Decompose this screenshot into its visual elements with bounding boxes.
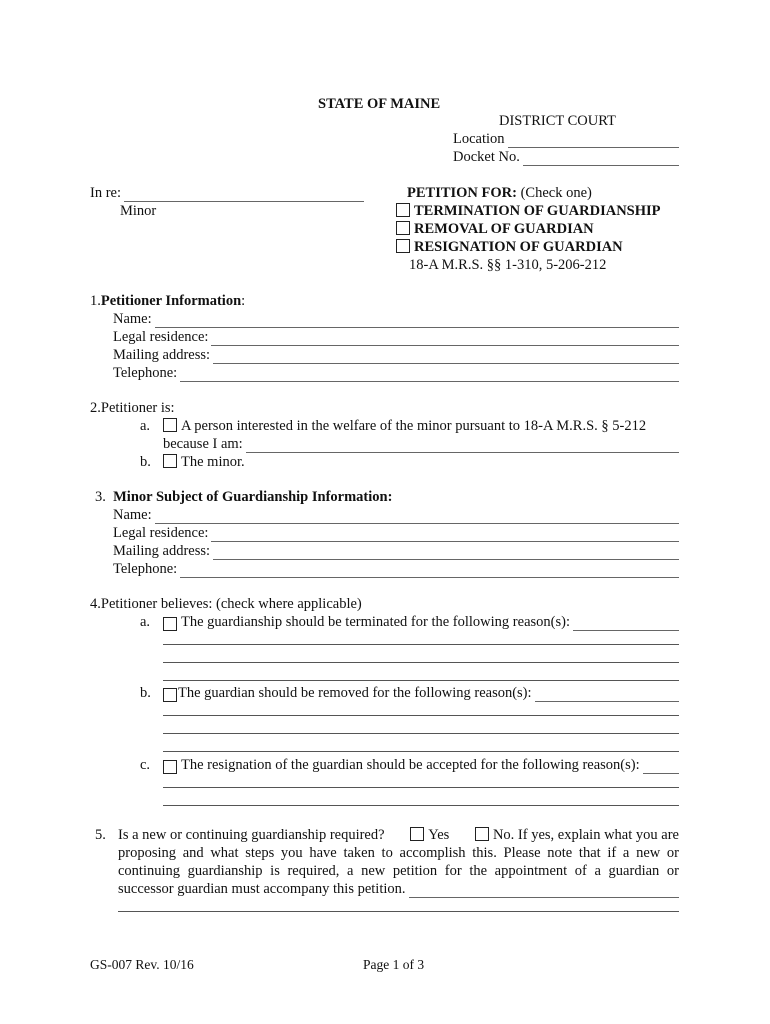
minor-mailing-field[interactable] bbox=[113, 542, 679, 560]
terminated-reason-blank[interactable] bbox=[573, 617, 679, 631]
petitioner-telephone-field[interactable] bbox=[113, 364, 679, 382]
option-removal-label: REMOVAL OF GUARDIAN bbox=[414, 221, 594, 237]
in-re-blank[interactable] bbox=[124, 188, 364, 202]
petitioner-name-blank[interactable] bbox=[155, 314, 679, 328]
section-5-question: Is a new or continuing guardianship required? bbox=[118, 827, 385, 843]
terminated-reason-line-4[interactable] bbox=[163, 680, 679, 681]
section-5-explain-blank[interactable] bbox=[409, 884, 679, 898]
location-field[interactable] bbox=[453, 130, 679, 148]
minor-residence-field[interactable] bbox=[113, 524, 679, 542]
because-i-am-blank[interactable] bbox=[246, 439, 679, 453]
checkbox-resignation[interactable] bbox=[396, 239, 410, 253]
minor-telephone-field[interactable] bbox=[113, 560, 679, 578]
section-5-explain-line-2[interactable] bbox=[118, 911, 679, 912]
no-label: No. If yes, explain what you are bbox=[492, 827, 679, 843]
section-3-heading bbox=[95, 488, 392, 506]
removed-reason-line-4[interactable] bbox=[163, 751, 679, 752]
section-2-option-b[interactable] bbox=[163, 453, 245, 471]
in-re-field[interactable] bbox=[90, 184, 364, 202]
checkbox-termination[interactable] bbox=[396, 203, 410, 217]
minor-mailing-label: Mailing address: bbox=[113, 543, 211, 559]
checkbox-interested-person[interactable] bbox=[163, 418, 177, 432]
minor-mailing-blank[interactable] bbox=[213, 546, 679, 560]
section-4-number: 4. bbox=[90, 596, 101, 612]
resignation-reason-line-2[interactable] bbox=[163, 787, 679, 788]
section-5-line-2: proposing and what steps you have taken to accomplish this. Please note that if a new or bbox=[118, 845, 679, 861]
checkbox-removal[interactable] bbox=[396, 221, 410, 235]
section-5-line-4: successor guardian must accompany this petition. bbox=[118, 881, 406, 897]
section-2-number: 2. bbox=[90, 400, 101, 416]
option-resignation-label: RESIGNATION OF GUARDIAN bbox=[414, 239, 623, 255]
petitioner-residence-blank[interactable] bbox=[211, 332, 679, 346]
check-one-label: (Check one) bbox=[520, 185, 592, 201]
petitioner-residence-field[interactable] bbox=[113, 328, 679, 346]
petitioner-mailing-field[interactable] bbox=[113, 346, 679, 364]
termination-reason-field[interactable] bbox=[163, 613, 679, 631]
petitioner-mailing-blank[interactable] bbox=[213, 350, 679, 364]
petitioner-name-label: Name: bbox=[113, 311, 152, 327]
in-re-label: In re: bbox=[90, 185, 121, 201]
checkbox-removed[interactable] bbox=[163, 688, 177, 702]
minor-residence-label: Legal residence: bbox=[113, 525, 209, 541]
section-1-colon: : bbox=[241, 293, 246, 309]
removed-reason-line-2[interactable] bbox=[163, 715, 679, 716]
location-label: Location bbox=[453, 131, 505, 147]
checkbox-resignation-accepted[interactable] bbox=[163, 760, 177, 774]
because-i-am-field[interactable] bbox=[163, 435, 679, 453]
page-number: Page 1 of 3 bbox=[363, 957, 425, 972]
section-5-question-line bbox=[118, 826, 679, 844]
petitioner-residence-label: Legal residence: bbox=[113, 329, 209, 345]
court-name: DISTRICT COURT bbox=[499, 113, 616, 129]
checkbox-terminated[interactable] bbox=[163, 617, 177, 631]
section-4-a-letter: a. bbox=[140, 614, 151, 630]
petition-heading bbox=[407, 184, 592, 202]
docket-field[interactable] bbox=[453, 148, 679, 166]
section-4-c-letter: c. bbox=[140, 757, 151, 773]
the-minor-text: The minor. bbox=[181, 454, 245, 470]
section-2-a-letter: a. bbox=[140, 418, 151, 434]
checkbox-yes[interactable] bbox=[410, 827, 424, 841]
section-4-title: Petitioner believes: (check where applicable) bbox=[100, 596, 362, 612]
removed-reason-blank[interactable] bbox=[535, 688, 679, 702]
section-5-line-3: continuing guardianship is required, a new petition for the appointment of a guardian or bbox=[118, 863, 679, 879]
section-5-number: 5. bbox=[95, 827, 106, 843]
yes-label: Yes bbox=[428, 827, 450, 843]
section-3-number: 3. bbox=[95, 489, 106, 505]
docket-blank[interactable] bbox=[523, 152, 679, 166]
section-3-title: Minor Subject of Guardianship Information: bbox=[113, 489, 393, 505]
minor-telephone-blank[interactable] bbox=[180, 564, 679, 578]
minor-telephone-label: Telephone: bbox=[113, 561, 178, 577]
minor-residence-blank[interactable] bbox=[211, 528, 679, 542]
no-option[interactable] bbox=[475, 826, 679, 844]
petition-title: PETITION FOR: bbox=[407, 185, 517, 201]
petitioner-mailing-label: Mailing address: bbox=[113, 347, 211, 363]
statute-reference: 18-A M.R.S. §§ 1-310, 5-206-212 bbox=[409, 257, 607, 273]
section-2-option-a[interactable] bbox=[163, 417, 646, 435]
option-termination-label: TERMINATION OF GUARDIANSHIP bbox=[414, 203, 661, 219]
resignation-reason-text: The resignation of the guardian should be accepted for the following reason(s): bbox=[181, 757, 640, 773]
section-5-explain-field[interactable] bbox=[118, 880, 679, 898]
interested-person-text: A person interested in the welfare of the minor pursuant to 18-A M.R.S. § 5-212 bbox=[181, 418, 647, 434]
option-removal[interactable] bbox=[396, 220, 594, 238]
removed-reason-text: The guardian should be removed for the following reason(s): bbox=[178, 685, 532, 701]
removal-reason-field[interactable] bbox=[163, 684, 679, 702]
option-resignation[interactable] bbox=[396, 238, 623, 256]
petitioner-telephone-blank[interactable] bbox=[180, 368, 679, 382]
terminated-reason-text: The guardianship should be terminated for the following reason(s): bbox=[181, 614, 570, 630]
section-2-heading bbox=[90, 399, 175, 417]
docket-label: Docket No. bbox=[453, 149, 520, 165]
minor-name-blank[interactable] bbox=[155, 510, 679, 524]
because-i-am-label: because I am: bbox=[163, 436, 243, 452]
resignation-reason-line-3[interactable] bbox=[163, 805, 679, 806]
section-4-b-letter: b. bbox=[140, 685, 151, 701]
checkbox-no[interactable] bbox=[475, 827, 489, 841]
section-2-title: Petitioner is: bbox=[100, 400, 175, 416]
resignation-reason-field[interactable] bbox=[163, 756, 679, 774]
minor-label: Minor bbox=[120, 203, 157, 219]
section-2-b-letter: b. bbox=[140, 454, 151, 470]
resignation-reason-blank[interactable] bbox=[643, 760, 679, 774]
terminated-reason-line-3[interactable] bbox=[163, 662, 679, 663]
section-1-title: Petitioner Information bbox=[100, 293, 242, 309]
location-blank[interactable] bbox=[508, 134, 679, 148]
minor-name-label: Name: bbox=[113, 507, 152, 523]
minor-name-field[interactable] bbox=[113, 506, 679, 524]
section-1-heading bbox=[90, 292, 245, 310]
state-title: STATE OF MAINE bbox=[318, 96, 441, 112]
terminated-reason-line-2[interactable] bbox=[163, 644, 679, 645]
petitioner-telephone-label: Telephone: bbox=[113, 365, 178, 381]
section-4-heading bbox=[90, 595, 362, 613]
checkbox-the-minor[interactable] bbox=[163, 454, 177, 468]
petitioner-name-field[interactable] bbox=[113, 310, 679, 328]
section-1-number: 1. bbox=[90, 293, 101, 309]
removed-reason-line-3[interactable] bbox=[163, 733, 679, 734]
option-termination[interactable] bbox=[396, 202, 661, 220]
form-id: GS-007 Rev. 10/16 bbox=[90, 957, 194, 972]
yes-option[interactable] bbox=[410, 826, 449, 844]
